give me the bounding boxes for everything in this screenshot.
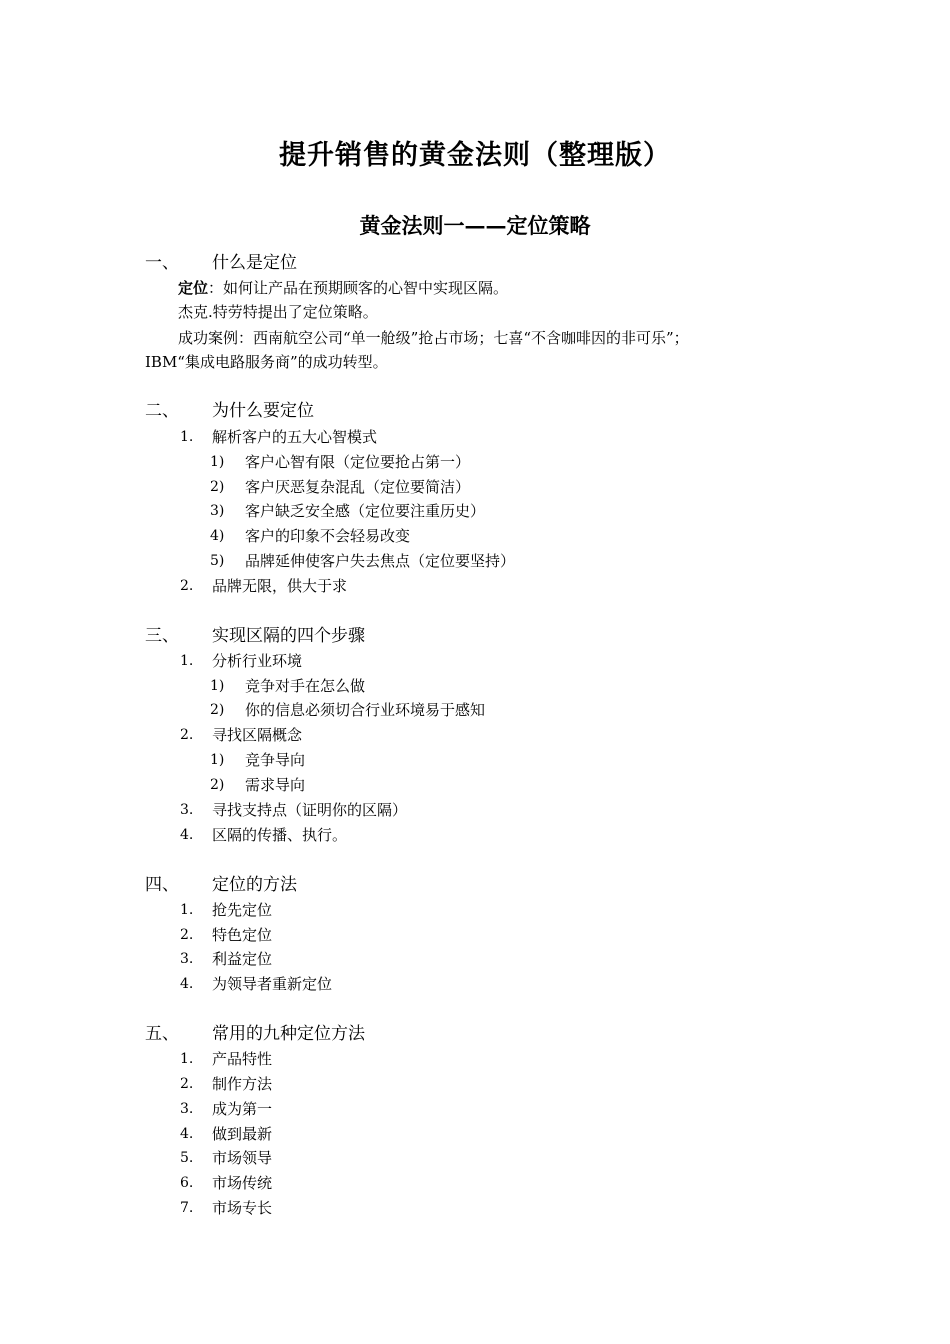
list-item: 市场传统 (212, 1174, 273, 1192)
list-item: 抢先定位 (212, 901, 273, 919)
list-item: 成为第一 (212, 1100, 273, 1118)
list-number: 2. (180, 578, 194, 594)
list-number: 7. (180, 1200, 194, 1216)
list-number: 1. (180, 653, 194, 669)
definition-text: ：如何让产品在预期顾客的心智中实现区隔。 (208, 279, 509, 297)
definition-line (178, 278, 508, 298)
list-number: 4. (180, 1126, 194, 1142)
list-number: 1. (180, 1051, 194, 1067)
section-3-number: 三、 (145, 626, 179, 646)
list-item: 利益定位 (212, 950, 273, 968)
paragraph-line: 成功案例：西南航空公司“单一舱级”抢占市场；七喜“不含咖啡因的非可乐”； (178, 329, 689, 347)
list-number: 5. (180, 1150, 194, 1166)
sublist-item: 竞争导向 (245, 751, 306, 769)
section-title: 黄金法则一——定位策略 (359, 213, 591, 238)
list-item: 寻找区隔概念 (212, 726, 303, 744)
section-2-heading: 为什么要定位 (212, 401, 314, 421)
list-item: 区隔的传播、执行。 (212, 826, 348, 844)
list-item: 市场专长 (212, 1199, 273, 1217)
sublist-number: 5) (210, 553, 225, 569)
section-4-number: 四、 (145, 875, 179, 895)
sublist-number: 2) (210, 479, 225, 495)
paragraph-line: IBM“集成电路服务商”的成功转型。 (145, 353, 388, 371)
sublist-number: 2) (210, 777, 225, 793)
section-2-number: 二、 (145, 401, 179, 421)
list-item: 寻找支持点（证明你的区隔） (212, 801, 408, 819)
section-1-heading: 什么是定位 (212, 253, 297, 273)
sublist-item: 客户缺乏安全感（定位要注重历史） (245, 502, 486, 520)
list-number: 6. (180, 1175, 194, 1191)
list-number: 4. (180, 976, 194, 992)
list-number: 1. (180, 429, 194, 445)
list-item: 解析客户的五大心智模式 (212, 428, 378, 446)
sublist-item: 竞争对手在怎么做 (245, 677, 366, 695)
list-item: 产品特性 (212, 1050, 273, 1068)
list-number: 4. (180, 827, 194, 843)
sublist-item: 需求导向 (245, 776, 306, 794)
list-number: 2. (180, 927, 194, 943)
list-number: 2. (180, 1076, 194, 1092)
list-item: 特色定位 (212, 926, 273, 944)
document-title: 提升销售的黄金法则（整理版） (279, 140, 671, 171)
section-1-number: 一、 (145, 253, 179, 273)
sublist-number: 1) (210, 752, 225, 768)
list-item: 品牌无限，供大于求 (212, 577, 348, 595)
sublist-item: 品牌延伸使客户失去焦点（定位要坚持） (245, 552, 516, 570)
list-number: 1. (180, 902, 194, 918)
list-item: 分析行业环境 (212, 652, 303, 670)
sublist-number: 1) (210, 678, 225, 694)
list-number: 3. (180, 951, 194, 967)
list-item: 为领导者重新定位 (212, 975, 333, 993)
list-item: 做到最新 (212, 1125, 273, 1143)
section-3-heading: 实现区隔的四个步骤 (212, 626, 365, 646)
list-item: 制作方法 (212, 1075, 273, 1093)
sublist-number: 1) (210, 454, 225, 470)
list-number: 2. (180, 727, 194, 743)
sublist-item: 客户的印象不会轻易改变 (245, 527, 411, 545)
section-4-heading: 定位的方法 (212, 875, 297, 895)
sublist-number: 2) (210, 702, 225, 718)
paragraph-line: 杰克.特劳特提出了定位策略。 (178, 303, 378, 321)
list-number: 3. (180, 1101, 194, 1117)
section-5-number: 五、 (145, 1024, 179, 1044)
section-5-heading: 常用的九种定位方法 (212, 1024, 365, 1044)
sublist-item: 客户厌恶复杂混乱（定位要简洁） (245, 478, 471, 496)
definition-label: 定位 (178, 279, 209, 297)
sublist-number: 3) (210, 503, 225, 519)
list-item: 市场领导 (212, 1149, 273, 1167)
list-number: 3. (180, 802, 194, 818)
sublist-number: 4) (210, 528, 225, 544)
sublist-item: 你的信息必须切合行业环境易于感知 (245, 701, 486, 719)
sublist-item: 客户心智有限（定位要抢占第一） (245, 453, 471, 471)
